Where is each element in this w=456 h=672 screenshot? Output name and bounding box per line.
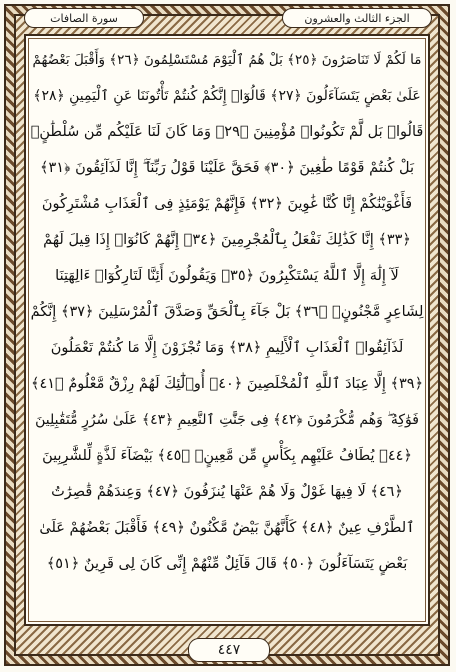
text-line: ٱلطَّرْفِ عِينٌ ﴿٤٨﴾ كَأَنَّهُنَّ بَيْضٌ مَّكْنُونٌ ﴿٤٩﴾ فَأَقْبَلَ بَعْضُهُمْ عَلَىٰ [39,520,415,536]
text-line: ﴿٣٣﴾ إِنَّا كَذَٰلِكَ نَفْعَلُ بِٱلْمُجْرِمِينَ ﴿٣٤﴾ إِنَّهُمْ كَانُوٓا۟ إِذَا قِيلَ لَهُمْ [43,232,411,248]
juz-label: الجزء الثالث والعشرون [282,8,432,28]
text-line: لَذَآئِقُوا۟ ٱلْعَذَابِ ٱلْأَلِيمِ ﴿٣٨﴾ وَمَا تُجْزَوْنَ إِلَّا مَا كُنتُمْ تَعْمَلُونَ [50,340,404,356]
text-line: لِشَاعِرٍ مَّجْنُونٍۭ ﴿٣٦﴾ بَلْ جَآءَ بِٱلْحَقِّ وَصَدَّقَ ٱلْمُرْسَلِينَ ﴿٣٧﴾ إِنَّكُمْ [30,304,424,320]
text-line: ﴿٣٩﴾ إِلَّا عِبَادَ ٱللَّهِ ٱلْمُخْلَصِينَ ﴿٤٠﴾ أُو۟لَٰٓئِكَ لَهُمْ رِزْقٌ مَّعْلُومٌ ﴿٤١﴾ [30,376,424,392]
text-line: عَلَىٰ بَعْضٍ يَتَسَآءَلُونَ ﴿٢٧﴾ قَالُوٓا۟ إِنَّكُمْ كُنتُمْ تَأْتُونَنَا عَنِ ٱلْيَمِينِ ﴿٢٨﴾ [33,88,421,104]
quran-text-block [30,42,424,618]
text-line: ﴿٤٦﴾ لَا فِيهَا غَوْلٌ وَلَا هُمْ عَنْهَا يُنزَفُونَ ﴿٤٧﴾ وَعِندَهُمْ قَٰصِرَٰتُ [51,484,403,500]
text-line: مَا لَكُمْ لَا تَنَاصَرُونَ ﴿٢٥﴾ بَلْ هُمُ ٱلْيَوْمَ مُسْتَسْلِمُونَ ﴿٢٦﴾ وَأَقْبَلَ بَعْضُهُمْ [32,52,422,68]
text-line: قَالُوا۟ بَل لَّمْ تَكُونُوا۟ مُؤْمِنِينَ ﴿٢٩﴾ وَمَا كَانَ لَنَا عَلَيْكُم مِّن سُلْطَٰنٍۭ [30,124,424,140]
text-line: بَعْضٍ يَتَسَآءَلُونَ ﴿٥٠﴾ قَالَ قَآئِلٌ مِّنْهُمْ إِنِّى كَانَ لِى قَرِينٌ ﴿٥١﴾ [46,556,408,572]
text-line: لَآ إِلَٰهَ إِلَّا ٱللَّهُ يَسْتَكْبِرُونَ ﴿٣٥﴾ وَيَقُولُونَ أَئِنَّا لَتَارِكُوٓا۟ ءَالِهَتِنَا [55,268,399,284]
text-line: فَأَغْوَيْنَٰكُمْ إِنَّا كُنَّا غَٰوِينَ ﴿٣٢﴾ فَإِنَّهُمْ يَوْمَئِذٍ فِى ٱلْعَذَابِ مُشْتَرِكُونَ [41,196,413,212]
page-number: ٤٤٧ [188,638,270,662]
text-line: بَلْ كُنتُمْ قَوْمًا طَٰغِينَ ﴿٣٠﴾ فَحَقَّ عَلَيْنَا قَوْلُ رَبِّنَآ ۖ إِنَّا لَذَآئِقُونَ ﴿٣١﴾ [39,160,415,176]
surah-label: سورة الصافات [24,8,144,28]
text-line: ﴿٤٤﴾ يُطَافُ عَلَيْهِم بِكَأْسٍ مِّن مَّعِينٍۭ ﴿٤٥﴾ بَيْضَآءَ لَذَّةٍ لِّلشَّٰرِبِينَ [42,448,412,464]
text-line: فَوَٰكِهُ ۖ وَهُم مُّكْرَمُونَ ﴿٤٢﴾ فِى جَنَّٰتِ ٱلنَّعِيمِ ﴿٤٣﴾ عَلَىٰ سُرُرٍ مُّتَقَٰبِلِينَ [35,412,419,428]
